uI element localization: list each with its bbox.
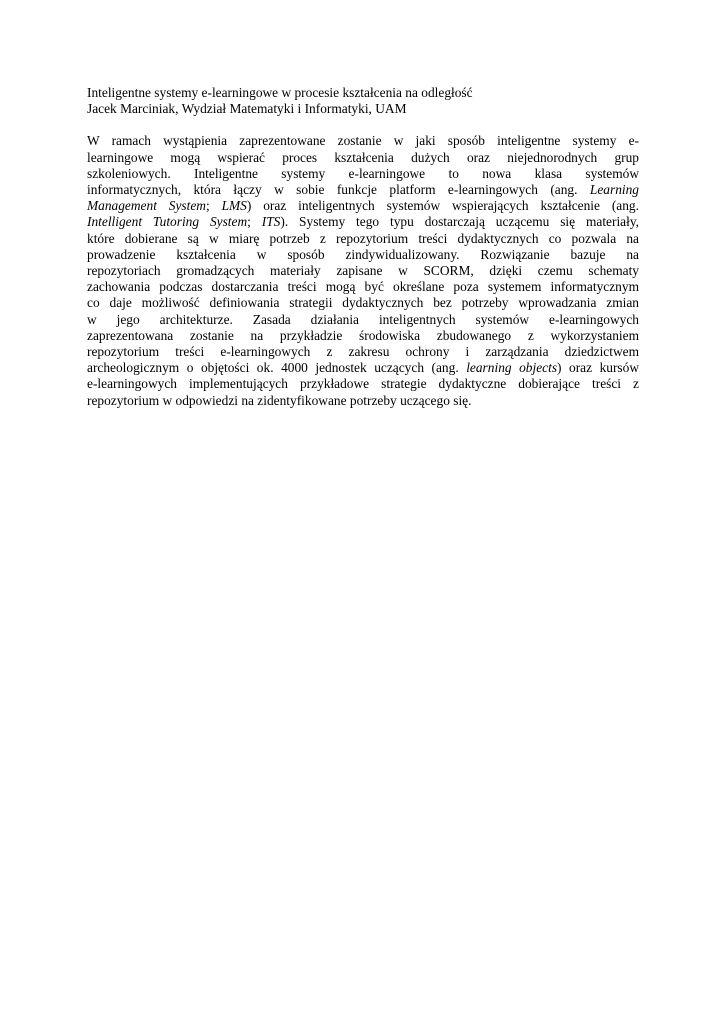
text-segment: learningowe mogą wspierać proces kształcenia dużych oraz niejednorodnych grup <box>87 149 639 165</box>
italic-term: learning objects <box>466 360 558 376</box>
document-page <box>87 85 639 409</box>
text-segment: ; <box>205 198 222 214</box>
abstract-line <box>87 312 639 328</box>
abstract-line <box>87 214 639 230</box>
abstract-paragraph <box>87 133 639 408</box>
text-segment: ) oraz inteligentnych systemów wspierających kształcenie (ang. <box>246 198 639 214</box>
text-segment: ; <box>247 214 262 230</box>
text-segment: repozytorium treści e-learningowych z zakresu ochrony i zarządzania dziedzictwem <box>87 344 639 360</box>
abstract-line <box>87 182 639 198</box>
italic-term: LMS <box>221 198 247 214</box>
abstract-line <box>87 231 639 247</box>
text-segment: szkoleniowych. Inteligentne systemy e-learningowe to nowa klasa systemów <box>87 165 639 181</box>
text-segment: prowadzenie kształcenia w sposób zindywidualizowany. Rozwiązanie bazuje na <box>87 246 639 262</box>
abstract-line <box>87 376 639 392</box>
text-segment: repozytoriach gromadzących materiały zapisane w SCORM, dzięki czemu schematy <box>87 263 639 279</box>
abstract-line <box>87 150 639 166</box>
document-title: Inteligentne systemy e-learningowe w procesie kształcenia na odległość <box>87 85 473 100</box>
text-segment: repozytorium w odpowiedzi na zidentyfikowane potrzeby uczącego się. <box>87 392 472 408</box>
abstract-line <box>87 344 639 360</box>
abstract-line <box>87 393 639 409</box>
text-segment: W ramach wystąpienia zaprezentowane zostanie w jaki sposób inteligentne systemy e- <box>87 133 639 149</box>
italic-term: Learning <box>589 182 639 198</box>
text-segment: e-learningowych implementujących przykładowe strategie dydaktyczne dobierające treści z <box>87 376 639 392</box>
author-affiliation: Jacek Marciniak, Wydział Matematyki i Informatyki, UAM <box>87 101 407 117</box>
text-segment: które dobierane są w miarę potrzeb z repozytorium treści dydaktycznych co pozwala na <box>87 230 639 246</box>
italic-term: Management System <box>87 198 206 214</box>
abstract-line <box>87 263 639 279</box>
text-segment: zaprezentowana zostanie na przykładzie środowiska zbudowanego z wykorzystaniem <box>87 327 639 343</box>
text-segment: w jego architekturze. Zasada działania inteligentnych systemów e-learningowych <box>87 311 639 327</box>
abstract-line <box>87 247 639 263</box>
text-segment: zachowania podczas dostarczania treści mogą być określane poza systemem informatycznym <box>87 279 639 295</box>
text-segment: ). Systemy tego typu dostarczają uczącemu się materiały, <box>280 214 639 230</box>
abstract-line <box>87 295 639 311</box>
abstract-line <box>87 279 639 295</box>
italic-term: Intelligent Tutoring System <box>87 214 248 230</box>
text-segment: informatycznych, która łączy w sobie funkcje platform e-learningowych (ang. <box>87 182 590 198</box>
abstract-line <box>87 198 639 214</box>
text-segment: co daje możliwość definiowania strategii dydaktycznych bez potrzeby wprowadzania zmian <box>87 295 639 311</box>
text-segment: ) oraz kursów <box>557 360 640 376</box>
abstract-line <box>87 328 639 344</box>
abstract-line <box>87 360 639 376</box>
text-segment: archeologicznym o objętości ok. 4000 jednostek uczących (ang. <box>87 360 467 376</box>
italic-term: ITS <box>261 214 281 230</box>
abstract-line <box>87 166 639 182</box>
abstract-line <box>87 133 639 149</box>
